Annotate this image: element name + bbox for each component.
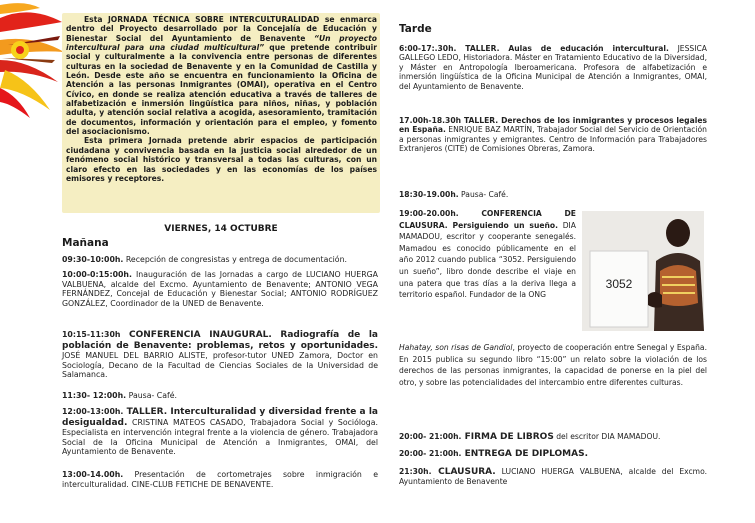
section-morning: Mañana: [62, 237, 109, 249]
event-text: Pausa- Café.: [458, 190, 509, 199]
event-title: CLAUSURA.: [431, 467, 496, 477]
intro-text-b: que pretende contribuir social y culturalmente a la convivencia entre personas de diferentes culturas en la sociedad de Benavente y en la Comunidad de Castilla y León. Desde este año se encuentra en funcionamiento la Oficina de Atención a las personas Inmigrantes (OMAI), operativa en el Centro Cívico, en donde se realiza atención educativa a través de talleres de alfabetización e inmersión lingüística para niños, niñas, y población adulta, y atención social relativa a acogida, asesoramiento, tramitación de documentos, información y orientación para el empleo, y fomento del asociacionismo.: [66, 43, 377, 137]
event-text: Pausa- Café.: [126, 391, 178, 400]
event-text: LUCIANO HUERGA VALBUENA, alcalde del Excmo. Ayuntamiento de Benavente: [399, 467, 707, 487]
event-row: [62, 407, 378, 457]
event-title: TALLER.: [461, 116, 499, 125]
event-row: [399, 432, 707, 442]
event-subtitle: Persiguiendo un sueño.: [447, 220, 559, 230]
intro-paragraph-2: Esta primera Jornada pretende abrir espacios de participación ciudadana y convivencia basada en la justicia social alrededor de un fenómeno social histórico y transversal a todas las culturas, con un claro efecto en las sociedades y en las economías de los países emisores y receptores.: [66, 136, 377, 183]
event-text: Presentación de cortometrajes sobre inmigración e interculturalidad. CINE-CLUB FETICHE DE BENAVENTE.: [62, 470, 378, 489]
ngo-name: Hahatay, son risas de Gandiol: [399, 343, 513, 352]
event-text: JOSÉ MANUEL DEL BARRIO ALISTE, profesor-tutor UNED Zamora, Doctor en Sociología, Decano de la Facultad de Ciencias Sociales de la Universidad de Salamanca.: [62, 351, 378, 380]
event-row: [399, 44, 707, 91]
event-time: 19:00-20.00h.: [399, 209, 459, 218]
event-text: Recepción de congresistas y entrega de documentación.: [123, 255, 347, 264]
author-photo: [582, 211, 704, 331]
event-text: ENRIQUE BAZ MARTÍN, Trabajador Social del Servicio de Orientación a personas inmigrantes y emigrantes. Centro de Información para Trabajadores Extranjeros (CITE) de Comisiones Obreras, Zamora.: [399, 125, 707, 154]
event-time: 13:00-14.00h.: [62, 470, 124, 479]
event-title: FIRMA DE LIBROS: [461, 432, 554, 442]
event-time: 17.00h-18.30h: [399, 116, 462, 125]
event-text: Inauguración de las Jornadas a cargo de LUCIANO HUERGA VALBUENA, alcalde del Excmo. Ayuntamiento de Benavente; ANTONIO VEGA FERNÁNDEZ, Concejal de Educación y Bienestar Social; ANTONIO RODRÍGUEZ GONZÁLEZ, Coordinador de la UNED de Benavente.: [62, 270, 378, 308]
event-row: [62, 330, 378, 380]
event-row-continued: [399, 342, 707, 388]
event-time: 20:00- 21:00h.: [399, 432, 462, 441]
event-text: CRISTINA MATEOS CASADO, Trabajadora Social y Socióloga. Especialista en intervención integral frente a la violencia de género. Trabajadora Social de la Oficina Municipal de Atención a Inmigrantes, OMAI, del Ayuntamiento de Benavente.: [62, 417, 378, 457]
event-time: 11:30- 12:00h.: [62, 391, 127, 400]
intro-box: [62, 13, 380, 213]
intro-text-a: Esta JORNADA TÉCNICA SOBRE INTERCULTURALIDAD se enmarca dentro del Proyecto desarrollado por la Concejalía de Educación y Bienestar Social del Ayuntamiento de Benavente: [66, 15, 377, 43]
event-time: 10:00-0:15:00h.: [62, 270, 132, 279]
event-title: TALLER.: [456, 44, 500, 53]
event-text: JESSICA GALLEGO LEDO, Historiadora. Máster en Tratamiento Educativo de la Diversidad, y Máster en Antropología Iberoamericana. Profesora de alfabetización e inmersión lingüística de la Oficina Municipal de Atención a Inmigrantes, OMAI, del Ayuntamiento de Benavente.: [399, 44, 707, 91]
event-title: CONFERENCIA INAUGURAL. Radiografía de la población de Benavente: problemas, retos y oportunidades.: [62, 330, 378, 351]
event-time: 6:00-17:.30h.: [399, 44, 457, 53]
intro-project-title: “Un proyecto intercultural para una ciudad multicultural”: [66, 33, 377, 53]
event-text: del escritor DIA MAMADOU.: [553, 432, 661, 441]
event-row: [399, 467, 707, 487]
event-title: ENTREGA DE DIPLOMAS.: [461, 449, 589, 459]
event-time: 21:30h.: [399, 467, 432, 476]
event-time: 10:15-11:30h: [62, 330, 121, 339]
event-row: [399, 449, 707, 459]
event-time: 12:00-13:00h.: [62, 407, 124, 416]
event-text: DIA MAMADOU, escritor y cooperante senegalés. Mamadou es conocido públicamente en el año 2012 cuando publica “3052. Persiguiendo un sueño”, libro donde describe el viaje en una patera que tras días a la deriva llega a territorio español. Fundador de la ONG: [399, 220, 576, 300]
event-time: 20:00- 21:00h.: [399, 449, 462, 458]
event-time: 18:30-19.00h.: [399, 190, 459, 199]
event-text: , proyecto de cooperación entre Senegal y España. En 2015 publica su segundo libro “15:00” un relato sobre la violación de los derechos de las personas inmigrantes, la capacidad de ponerse en la piel del otro, y sobre las potencialidades del intercambio entre diferentes culturas.: [399, 343, 707, 387]
event-row: [62, 470, 378, 489]
event-row: [62, 255, 378, 265]
event-subtitle: Aulas de educación intercultural.: [499, 44, 669, 53]
event-row: [62, 270, 378, 308]
book-label: 3052: [605, 277, 633, 291]
event-title: TALLER. Interculturalidad y diversidad frente a la desigualdad.: [62, 407, 378, 428]
intro-paragraph-1: [62, 13, 380, 136]
author-photo-image: [582, 211, 704, 331]
event-time: 09:30-10:00h.: [62, 255, 124, 264]
event-row: [399, 190, 707, 199]
event-row: [399, 116, 707, 154]
event-row: [62, 391, 378, 401]
day-header: VIERNES, 14 OCTUBRE: [164, 224, 278, 234]
event-title: CONFERENCIA DE CLAUSURA.: [399, 209, 576, 230]
event-row: [399, 208, 576, 301]
section-afternoon: Tarde: [399, 23, 432, 35]
event-subtitle: Derechos de los inmigrantes y procesos legales en España.: [399, 116, 707, 135]
